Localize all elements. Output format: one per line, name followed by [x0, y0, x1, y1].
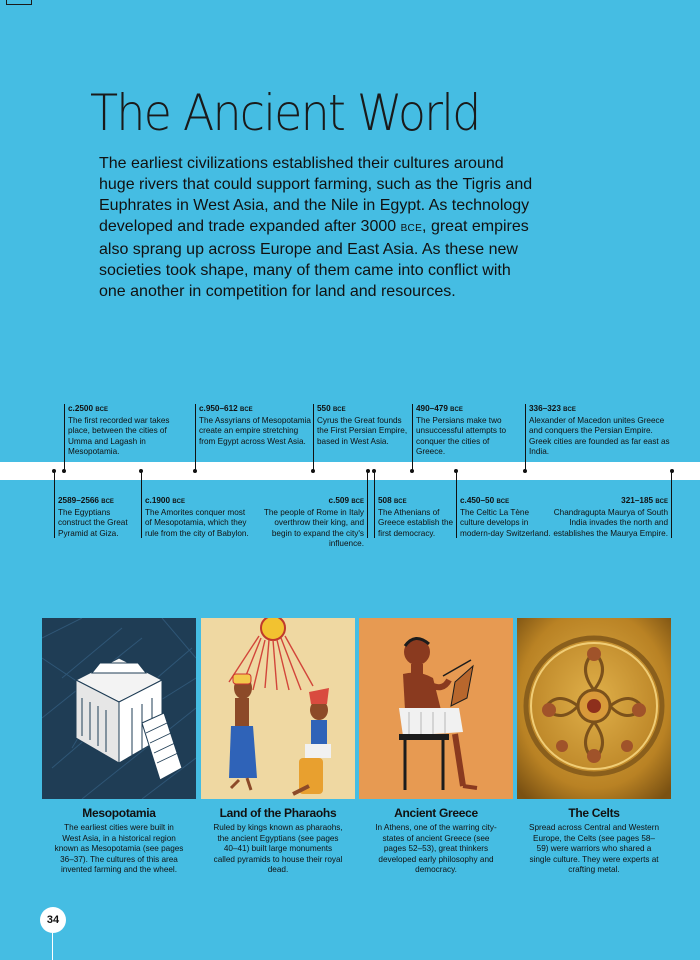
timeline-event	[525, 404, 675, 472]
card-text: The earliest cities were built in West Asia, in a historical region known as Mesopotamia (see pages 36–37). The cultures of this area invented farming and the wheel.	[54, 823, 184, 875]
timeline-event	[195, 404, 311, 472]
event-date: c.950–612 BCE	[199, 404, 253, 413]
timeline-dot	[410, 469, 414, 473]
egyptian-relief-illustration	[201, 618, 355, 799]
event-date: c.1900 BCE	[145, 496, 185, 505]
event-text: The Persians make two unsuccessful attempts to conquer the cities of Greece.	[416, 415, 507, 456]
event-text: The first recorded war takes place, between the cities of Umma and Lagash in Mesopotamia.	[68, 415, 170, 456]
timeline-dot	[311, 469, 315, 473]
event-text: The Amorites conquer most of Mesopotamia, which they rule from the city of Babylon.	[145, 507, 249, 538]
intro-text-1: The earliest civilizations established their cultures around huge rivers that could support farming, such as the Tigris and Euphrates in West Asia, and the Nile in Egypt. As technology developed and trade expanded after 3000	[99, 155, 533, 235]
event-text: The Celtic La Tène culture develops in modern-day Switzerland.	[460, 507, 551, 538]
timeline-event	[313, 404, 408, 472]
greek-vase-figure-illustration	[359, 618, 513, 799]
event-date: c.2500 BCE	[68, 404, 108, 413]
timeline-dot	[193, 469, 197, 473]
card-text: Spread across Central and Western Europe, the Celts (see pages 58–59) were warriors who shared a single culture. They were experts at crafting metal.	[529, 823, 660, 875]
page-title: The Ancient World	[90, 84, 480, 142]
timeline-dot	[366, 469, 370, 473]
event-date: c.509 BCE	[328, 496, 364, 505]
timeline-dot	[523, 469, 527, 473]
event-date: 321–185 BCE	[621, 496, 668, 505]
timeline-event	[141, 470, 249, 538]
timeline-event	[374, 470, 454, 538]
event-date: 550 BCE	[317, 404, 346, 413]
event-date: 490–479 BCE	[416, 404, 463, 413]
timeline-event	[255, 470, 368, 548]
timeline-dot	[139, 469, 143, 473]
card-title: Land of the Pharaohs	[219, 806, 337, 820]
timeline-dot	[670, 469, 674, 473]
event-text: Chandragupta Maurya of South India invades the north and establishes the Maurya Empire.	[553, 507, 668, 538]
event-date: 508 BCE	[378, 496, 407, 505]
card-celts	[517, 618, 671, 876]
timeline-dot	[454, 469, 458, 473]
event-date: c.450–50 BCE	[460, 496, 510, 505]
timeline-event	[552, 470, 672, 538]
card-title: Mesopotamia	[82, 806, 156, 820]
event-text: Alexander of Macedon unites Greece and conquers the Persian Empire. Greek cities are founded as far east as India.	[529, 415, 670, 456]
event-text: The Egyptians construct the Great Pyramid at Giza.	[58, 507, 128, 538]
ziggurat-illustration	[42, 618, 196, 799]
event-date: 336–323 BCE	[529, 404, 576, 413]
timeline-dot	[52, 469, 56, 473]
page-number: 34	[40, 907, 66, 933]
card-text: Ruled by kings known as pharaohs, the ancient Egyptians (see pages 40–41) built large monuments called pyramids to house their royal dead.	[213, 823, 343, 875]
card-text: In Athens, one of the warring city-states of ancient Greece (see pages 52–53), great thinkers developed early philosophy and democracy.	[375, 823, 497, 875]
card-title: The Celts	[568, 806, 620, 820]
page-number-stem	[52, 933, 53, 960]
timeline-event	[64, 404, 192, 472]
intro-text-2: , great empires also sprang up across Europe and East Asia. As these new societies took shape, many of them came into conflict with one another in competition for land and resources.	[99, 218, 529, 300]
timeline-event	[412, 404, 520, 472]
event-text: Cyrus the Great founds the First Persian Empire, based in West Asia.	[317, 415, 408, 446]
event-text: The Athenians of Greece establish the first democracy.	[378, 507, 454, 538]
intro-paragraph	[99, 153, 539, 302]
event-date: 2589–2566 BCE	[58, 496, 114, 505]
timeline-dot	[62, 469, 66, 473]
timeline-event	[54, 470, 138, 538]
corner-mark	[6, 0, 32, 5]
celtic-shield-boss-illustration	[517, 618, 671, 799]
timeline-event	[456, 470, 552, 538]
event-text: The Assyrians of Mesopotamia create an empire stretching from Egypt across West Asia.	[199, 415, 311, 446]
timeline-dot	[372, 469, 376, 473]
event-text: The people of Rome in Italy overthrow their king, and begin to expand the city's influence.	[263, 507, 364, 548]
card-mesopotamia	[42, 618, 196, 876]
card-title: Ancient Greece	[394, 806, 478, 820]
card-greece	[359, 618, 513, 876]
intro-era: BCE	[400, 223, 423, 234]
card-pharaohs	[201, 618, 355, 876]
